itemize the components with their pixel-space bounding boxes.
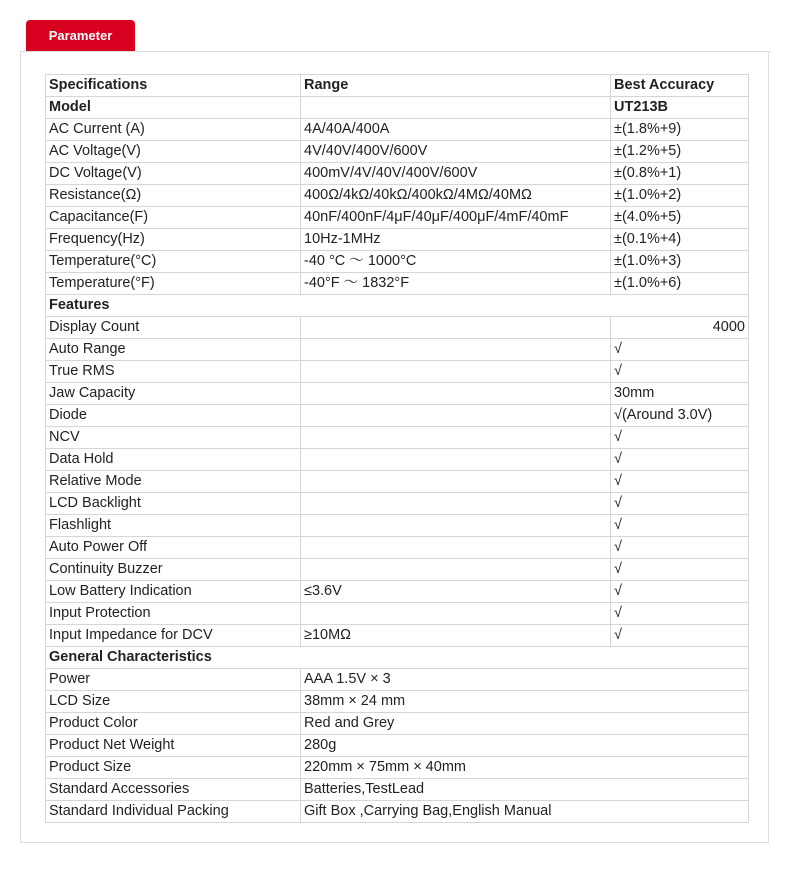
section-title-features: Features <box>46 295 749 317</box>
spec-row <box>46 251 749 273</box>
feature-value: √ <box>611 537 749 559</box>
spec-range: 400Ω/4kΩ/40kΩ/400kΩ/4MΩ/40MΩ <box>301 185 611 207</box>
feature-range <box>301 317 611 339</box>
general-value: 220mm × 75mm × 40mm <box>301 757 749 779</box>
spec-range: 400mV/4V/40V/400V/600V <box>301 163 611 185</box>
spec-accuracy: ±(0.8%+1) <box>611 163 749 185</box>
feature-row <box>46 515 749 537</box>
feature-name: Jaw Capacity <box>46 383 301 405</box>
spec-accuracy: ±(0.1%+4) <box>611 229 749 251</box>
feature-name: NCV <box>46 427 301 449</box>
general-row <box>46 669 749 691</box>
feature-row <box>46 339 749 361</box>
feature-row <box>46 581 749 603</box>
feature-name: True RMS <box>46 361 301 383</box>
spec-name: Resistance(Ω) <box>46 185 301 207</box>
spec-range: 10Hz-1MHz <box>301 229 611 251</box>
general-name: Power <box>46 669 301 691</box>
feature-value: √ <box>611 515 749 537</box>
spec-row <box>46 185 749 207</box>
spec-range: 4V/40V/400V/600V <box>301 141 611 163</box>
general-value: Red and Grey <box>301 713 749 735</box>
feature-value: √ <box>611 361 749 383</box>
feature-name: Relative Mode <box>46 471 301 493</box>
feature-value: √ <box>611 603 749 625</box>
general-name: Standard Accessories <box>46 779 301 801</box>
general-row <box>46 735 749 757</box>
spec-name: Temperature(°C) <box>46 251 301 273</box>
spec-accuracy: ±(1.8%+9) <box>611 119 749 141</box>
general-row <box>46 757 749 779</box>
feature-value: √ <box>611 581 749 603</box>
model-label: Model <box>46 97 301 119</box>
feature-range <box>301 559 611 581</box>
general-row <box>46 779 749 801</box>
spec-row <box>46 273 749 295</box>
feature-value: √ <box>611 625 749 647</box>
spec-range: 4A/40A/400A <box>301 119 611 141</box>
feature-row <box>46 427 749 449</box>
spec-row <box>46 163 749 185</box>
feature-range <box>301 361 611 383</box>
spec-row <box>46 141 749 163</box>
feature-range <box>301 471 611 493</box>
general-value: 280g <box>301 735 749 757</box>
feature-range <box>301 515 611 537</box>
spec-accuracy: ±(1.0%+6) <box>611 273 749 295</box>
feature-name: Input Protection <box>46 603 301 625</box>
feature-name: Continuity Buzzer <box>46 559 301 581</box>
feature-row <box>46 405 749 427</box>
feature-row <box>46 449 749 471</box>
feature-name: Flashlight <box>46 515 301 537</box>
spec-table <box>45 74 749 823</box>
general-value: Batteries,TestLead <box>301 779 749 801</box>
spec-accuracy: ±(1.2%+5) <box>611 141 749 163</box>
column-header: Range <box>301 75 611 97</box>
feature-row <box>46 559 749 581</box>
spec-name: Temperature(°F) <box>46 273 301 295</box>
feature-row <box>46 603 749 625</box>
feature-value: √ <box>611 339 749 361</box>
feature-name: Auto Power Off <box>46 537 301 559</box>
feature-name: Low Battery Indication <box>46 581 301 603</box>
general-value: AAA 1.5V × 3 <box>301 669 749 691</box>
column-header: Best Accuracy <box>611 75 749 97</box>
feature-row <box>46 383 749 405</box>
feature-row <box>46 493 749 515</box>
table-header-row <box>46 75 749 97</box>
feature-value: √ <box>611 493 749 515</box>
feature-range <box>301 603 611 625</box>
column-header: Specifications <box>46 75 301 97</box>
feature-range <box>301 383 611 405</box>
feature-name: Auto Range <box>46 339 301 361</box>
feature-value: √ <box>611 471 749 493</box>
feature-value: 30mm <box>611 383 749 405</box>
general-value: Gift Box ,Carrying Bag,English Manual <box>301 801 749 823</box>
general-value: 38mm × 24 mm <box>301 691 749 713</box>
feature-row <box>46 625 749 647</box>
general-row <box>46 691 749 713</box>
model-row <box>46 97 749 119</box>
spec-range: 40nF/400nF/4μF/40μF/400μF/4mF/40mF <box>301 207 611 229</box>
spec-accuracy: ±(1.0%+2) <box>611 185 749 207</box>
general-row <box>46 713 749 735</box>
model-value: UT213B <box>611 97 749 119</box>
general-title-row <box>46 647 749 669</box>
feature-range <box>301 493 611 515</box>
feature-row <box>46 317 749 339</box>
feature-range <box>301 537 611 559</box>
feature-name: Input Impedance for DCV <box>46 625 301 647</box>
feature-name: Diode <box>46 405 301 427</box>
feature-name: LCD Backlight <box>46 493 301 515</box>
feature-range: ≥10MΩ <box>301 625 611 647</box>
general-name: Standard Individual Packing <box>46 801 301 823</box>
feature-row <box>46 471 749 493</box>
feature-value: √ <box>611 559 749 581</box>
feature-range: ≤3.6V <box>301 581 611 603</box>
model-range-cell <box>301 97 611 119</box>
general-row <box>46 801 749 823</box>
feature-value: √ <box>611 427 749 449</box>
feature-range <box>301 339 611 361</box>
feature-value: 4000 <box>611 317 749 339</box>
spec-name: Frequency(Hz) <box>46 229 301 251</box>
feature-name: Display Count <box>46 317 301 339</box>
general-name: Product Size <box>46 757 301 779</box>
feature-name: Data Hold <box>46 449 301 471</box>
feature-value: √ <box>611 449 749 471</box>
feature-row <box>46 361 749 383</box>
feature-range <box>301 449 611 471</box>
spec-accuracy: ±(4.0%+5) <box>611 207 749 229</box>
section-title-general: General Characteristics <box>46 647 749 669</box>
spec-name: Capacitance(F) <box>46 207 301 229</box>
spec-row <box>46 207 749 229</box>
spec-name: DC Voltage(V) <box>46 163 301 185</box>
tab-parameter[interactable]: Parameter <box>26 20 135 52</box>
spec-range: -40 °C ～ 1000°C <box>301 251 611 273</box>
feature-row <box>46 537 749 559</box>
spec-name: AC Voltage(V) <box>46 141 301 163</box>
general-name: Product Net Weight <box>46 735 301 757</box>
spec-range: -40°F ～ 1832°F <box>301 273 611 295</box>
feature-value: √(Around 3.0V) <box>611 405 749 427</box>
features-title-row <box>46 295 749 317</box>
spec-row <box>46 119 749 141</box>
spec-name: AC Current (A) <box>46 119 301 141</box>
general-name: LCD Size <box>46 691 301 713</box>
spec-accuracy: ±(1.0%+3) <box>611 251 749 273</box>
spec-row <box>46 229 749 251</box>
feature-range <box>301 427 611 449</box>
feature-range <box>301 405 611 427</box>
general-name: Product Color <box>46 713 301 735</box>
